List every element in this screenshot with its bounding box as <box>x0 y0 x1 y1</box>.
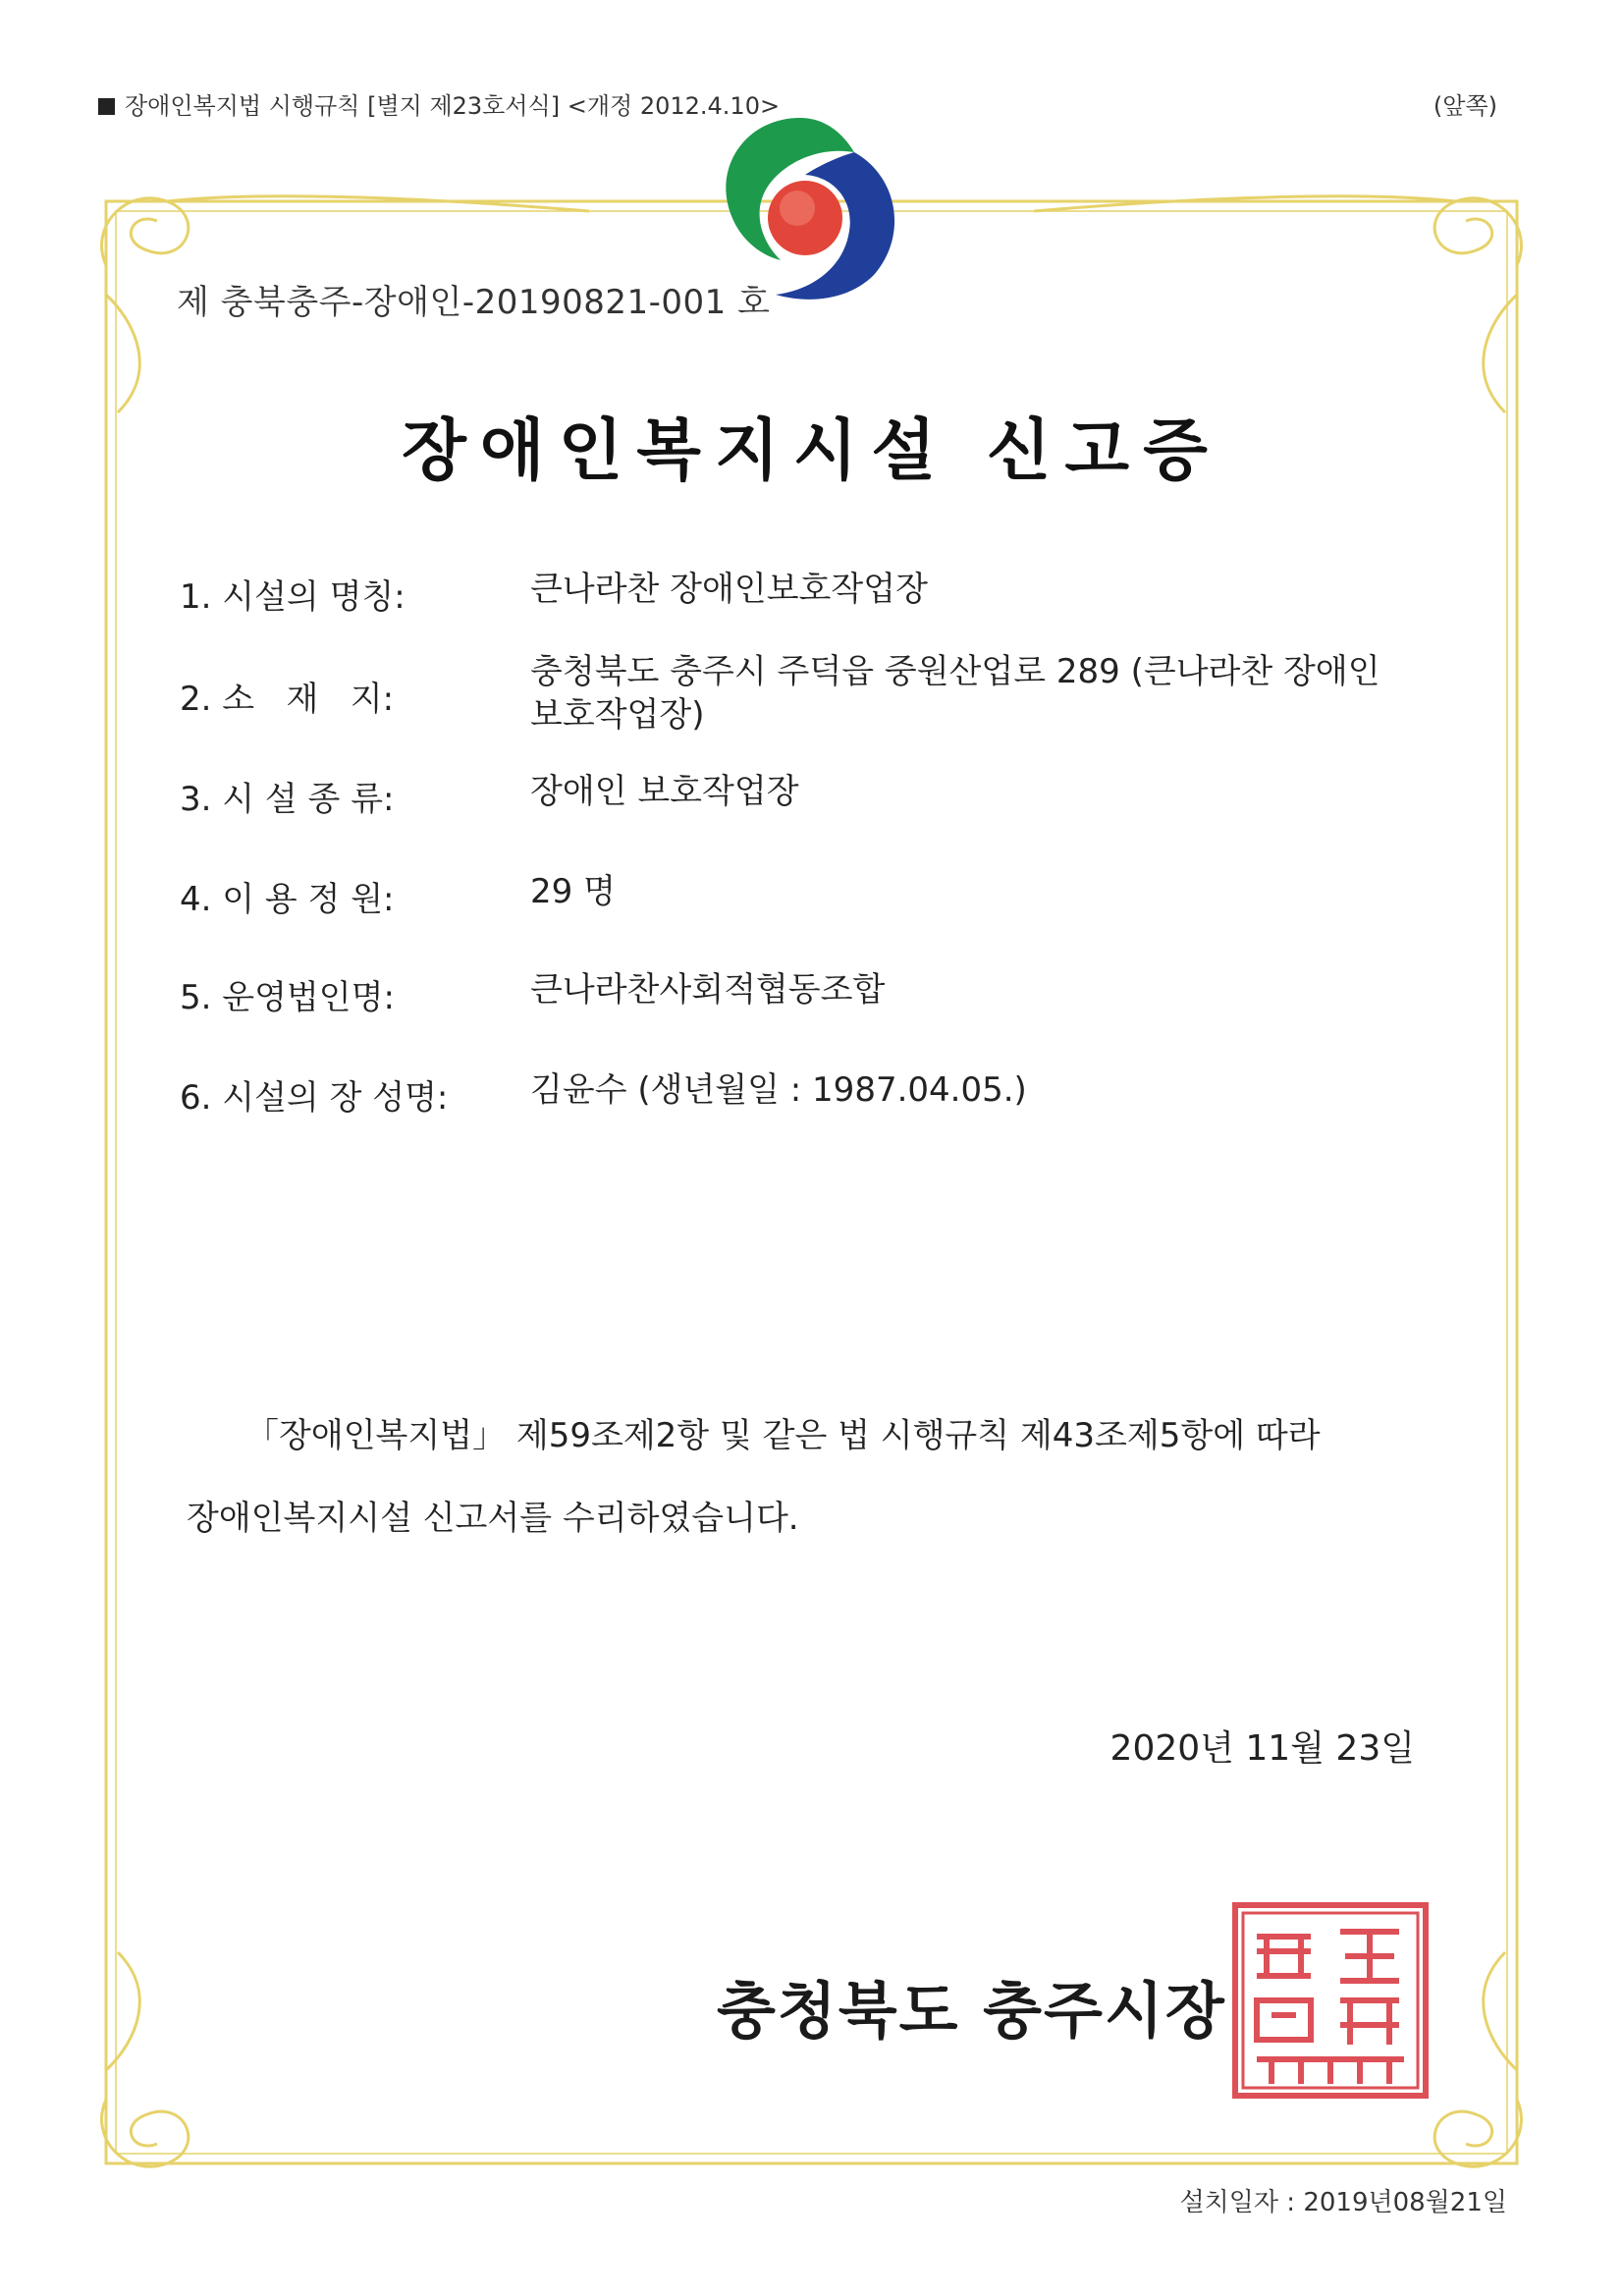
issuer-name: 충청북도 충주시장 <box>717 1975 1226 2047</box>
square-bullet-icon <box>98 98 115 115</box>
field-value-type: 장애인 보호작업장 <box>530 772 799 811</box>
field-label-name: 1. 시설의 명칭: <box>180 577 406 617</box>
statement-line-1: 「장애인복지법」 제59조제2항 및 같은 법 시행규칙 제43조제5항에 따라 <box>245 1416 1321 1455</box>
field-value-corporation: 큰나라찬사회적협동조합 <box>530 970 886 1010</box>
field-label-address: 2. 소 재 지: <box>180 680 395 719</box>
installation-date: 설치일자 : 2019년08월21일 <box>1179 2188 1507 2217</box>
form-reference <box>98 86 780 121</box>
document-number: 제 충북충주-장애인-20190821-001 호 <box>177 283 771 322</box>
statement <box>187 1394 1463 1559</box>
issue-date: 2020년 11월 23일 <box>1109 1728 1415 1769</box>
official-seal-icon <box>1227 1897 1434 2104</box>
field-value-capacity: 29 명 <box>530 872 616 911</box>
field-label-type: 3. 시 설 종 류: <box>180 780 395 819</box>
field-label-director: 6. 시설의 장 성명: <box>180 1078 449 1118</box>
form-reference-text: 장애인복지법 시행규칙 [별지 제23호서식] <개정 2012.4.10> <box>125 92 781 120</box>
field-label-corporation: 5. 운영법인명: <box>180 978 395 1017</box>
field-value-name: 큰나라찬 장애인보호작업장 <box>530 570 928 609</box>
statement-line-2: 장애인복지시설 신고서를 수리하였습니다. <box>187 1499 799 1538</box>
field-value-address: 충청북도 충주시 주덕읍 중원산업로 289 (큰나라찬 장애인보호작업장) <box>530 652 1380 735</box>
side-label: (앞쪽) <box>1433 92 1497 120</box>
field-value-director: 김윤수 (생년월일 : 1987.04.05.) <box>530 1070 1027 1110</box>
page-title: 장애인복지시설 신고증 <box>402 412 1221 490</box>
field-label-capacity: 4. 이 용 정 원: <box>180 880 395 919</box>
